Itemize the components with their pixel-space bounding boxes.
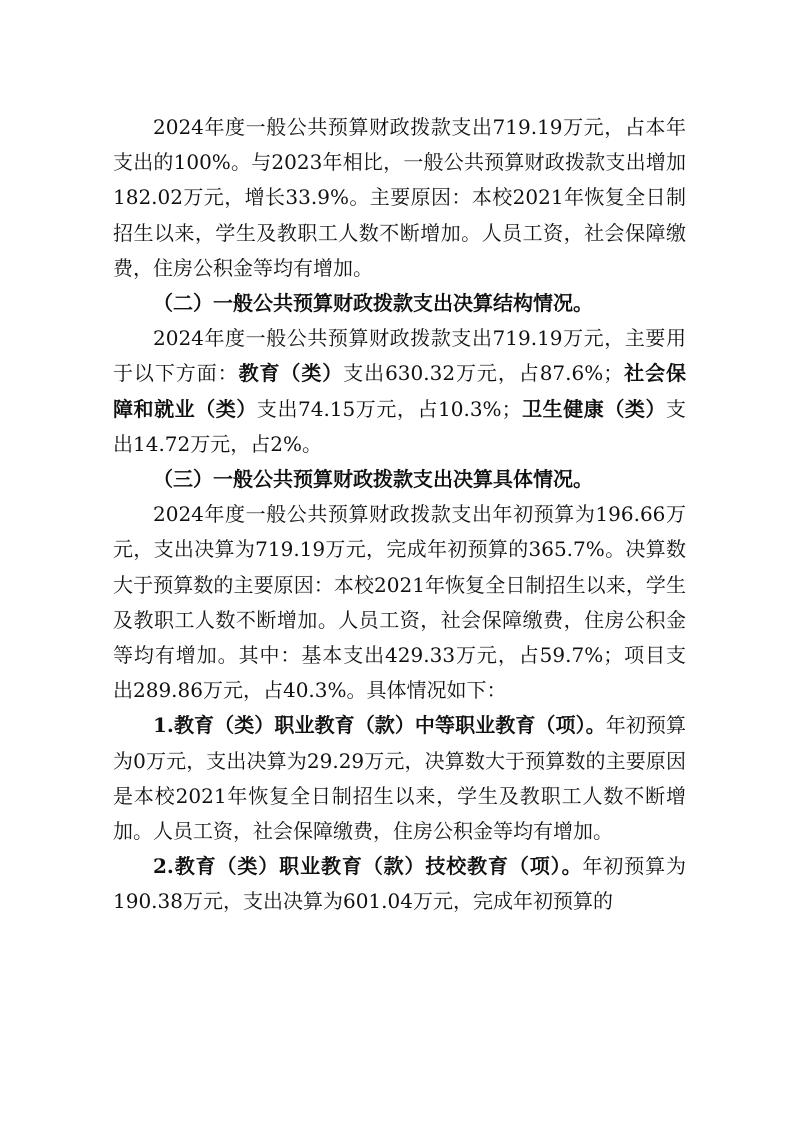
paragraph-text: 2024年度一般公共预算财政拨款支出719.19万元，占本年支出的100%。与2023年相比，一般公共预算财政拨款支出增加182.02万元，增长33.9%。主要原因：本校2021年恢复全日制招生以来，学生及教职工人数不断增加。人员工资，社会保障缴费，住房公积金等均有增加。 [113, 115, 686, 280]
category-education: 教育（类） [238, 361, 344, 386]
item-title: 2.教育（类）职业教育（款）技校教育（项）。 [153, 854, 583, 879]
category-health: 卫生健康（类） [521, 396, 667, 421]
document-body [113, 110, 686, 920]
paragraph-expenditure-details [113, 497, 686, 708]
category-social-security: 社会保障和就业（类） [113, 361, 687, 421]
paragraph-text: 支出14.72万元，占2%。 [113, 396, 687, 456]
paragraph-total-expenditure [113, 110, 686, 286]
section-heading-details: （三）一般公共预算财政拨款支出决算具体情况。 [153, 467, 593, 492]
item-text: 年初预算为190.38万元，支出决算为601.04万元，完成年初预算的 [113, 854, 686, 914]
paragraph-text: 2024年度一般公共预算财政拨款支出719.19万元，主要用于以下方面： [113, 326, 686, 386]
item-text: 年初预算为0万元，支出决算为29.29万元，决算数大于预算数的主要原因是本校2021年恢复全日制招生以来，学生及教职工人数不断增加。人员工资，社会保障缴费，住房公积金等均有增加。 [113, 713, 686, 844]
paragraph-text: 支出630.32万元，占87.6%； [343, 361, 624, 386]
list-item-technical-school [113, 849, 686, 919]
section-heading-structure: （二）一般公共预算财政拨款支出决算结构情况。 [153, 291, 593, 316]
paragraph-text: 2024年度一般公共预算财政拨款支出年初预算为196.66万元，支出决算为719.19万元，完成年初预算的365.7%。决算数大于预算数的主要原因：本校2021年恢复全日制招生以来，学生及教职工人数不断增加。人员工资，社会保障缴费，住房公积金等均有增加。其中：基本支出429.33万元，占59.7%；项目支出289.86万元，占40.3%。具体情况如下： [113, 502, 686, 703]
list-item-vocational-secondary [113, 708, 686, 849]
paragraph-expenditure-structure [113, 321, 686, 462]
item-title: 1.教育（类）职业教育（款）中等职业教育（项）。 [153, 713, 606, 738]
paragraph-text: 支出74.15万元，占10.3%； [256, 396, 522, 421]
